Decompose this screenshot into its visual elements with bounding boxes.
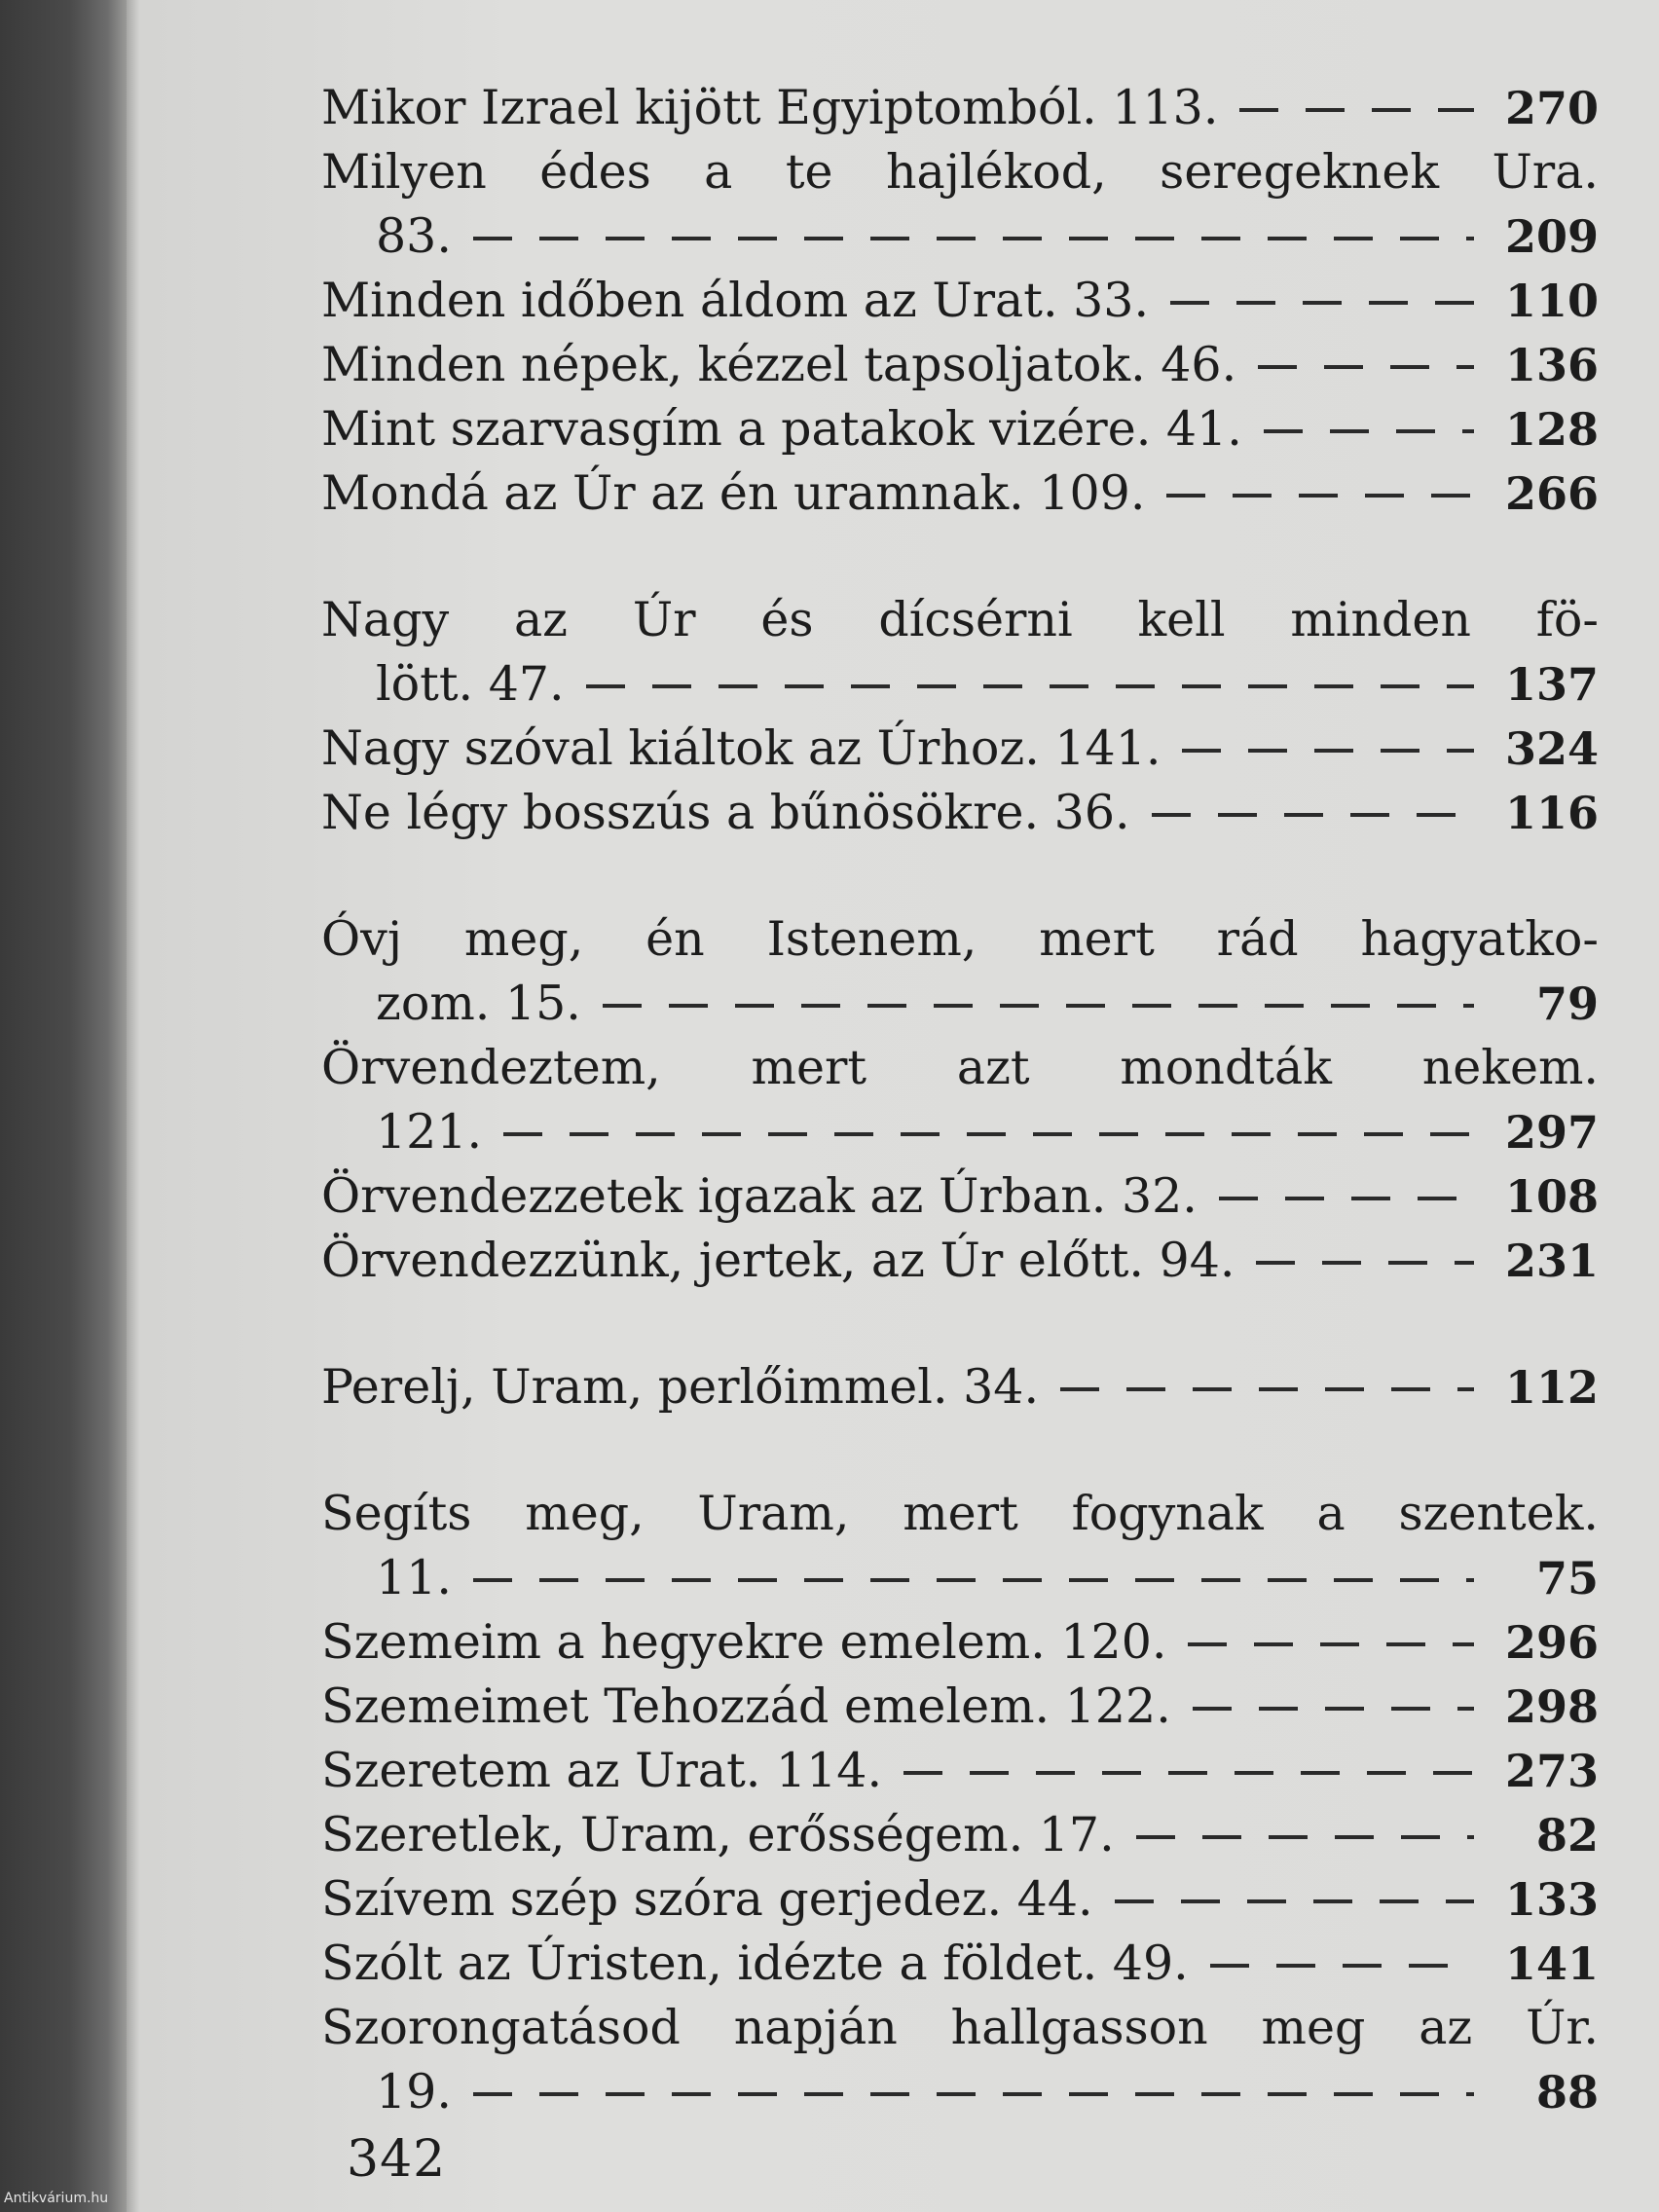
dash-leader	[1166, 494, 1474, 498]
entry-line	[321, 652, 1599, 717]
entry-title: lött. 47.	[376, 656, 565, 712]
index-entry	[321, 1229, 1599, 1293]
dash-leader	[503, 1132, 1474, 1136]
dash-leader	[1256, 1261, 1474, 1265]
entry-title: Nagy az Úr és dícsérni kell minden fö-	[321, 592, 1599, 647]
dash-leader	[473, 1578, 1474, 1582]
entry-line	[321, 269, 1599, 333]
index-entry	[321, 907, 1599, 1036]
entry-page-number: 112	[1504, 1361, 1599, 1414]
index-entry	[321, 1739, 1599, 1803]
entry-title: Mint szarvasgím a patakok vizére. 41.	[321, 401, 1242, 457]
entry-line	[321, 2060, 1599, 2124]
entry-title: Szólt az Úristen, idézte a földet. 49.	[321, 1936, 1189, 1991]
dash-leader	[1210, 1964, 1474, 1968]
entry-line	[321, 1610, 1599, 1675]
entry-line	[321, 717, 1599, 781]
entry-title: 83.	[376, 208, 452, 264]
index-entry	[321, 717, 1599, 781]
entry-page-number: 231	[1504, 1235, 1599, 1287]
entry-line	[321, 1675, 1599, 1739]
dash-leader	[1182, 749, 1474, 753]
index-entry	[321, 1867, 1599, 1932]
index-entry	[321, 1932, 1599, 1996]
entry-page-number: 298	[1504, 1680, 1599, 1733]
entry-title: Nagy szóval kiáltok az Úrhoz. 141.	[321, 720, 1161, 776]
entry-title: Óvj meg, én Istenem, mert rád hagyatko-	[321, 911, 1599, 967]
entry-page-number: 136	[1504, 339, 1599, 391]
dash-leader	[1170, 301, 1474, 305]
entry-line	[321, 781, 1599, 845]
entry-line	[321, 461, 1599, 526]
entry-line	[321, 204, 1599, 269]
entry-title: Örvendeztem, mert azt mondták nekem.	[321, 1040, 1599, 1095]
entry-title: Szorongatásod napján hallgasson meg az Úr.	[321, 2000, 1599, 2055]
entry-line	[321, 1546, 1599, 1610]
entry-title: Perelj, Uram, perlőimmel. 34.	[321, 1359, 1040, 1415]
entry-page-number: 116	[1504, 787, 1599, 839]
index-entry	[321, 1610, 1599, 1675]
entry-line	[321, 76, 1599, 140]
entry-line	[321, 1739, 1599, 1803]
index-entry	[321, 588, 1599, 717]
index-entry	[321, 397, 1599, 461]
index-entry	[321, 781, 1599, 845]
entry-line	[321, 333, 1599, 397]
dash-leader	[1152, 813, 1474, 817]
entry-line-wrapped	[321, 1482, 1599, 1546]
entry-title: zom. 15.	[376, 976, 581, 1031]
index-entry	[321, 140, 1599, 269]
entry-page-number: 79	[1535, 977, 1599, 1030]
entry-page-number: 296	[1504, 1616, 1599, 1669]
index-entry	[321, 1675, 1599, 1739]
entry-page-number: 270	[1504, 82, 1599, 134]
entry-line-wrapped	[321, 907, 1599, 972]
entry-page-number: 75	[1535, 1552, 1599, 1604]
entry-line-wrapped	[321, 588, 1599, 652]
entry-page-number: 209	[1504, 210, 1599, 263]
entry-line	[321, 1100, 1599, 1164]
dash-leader	[1060, 1387, 1474, 1391]
entry-line	[321, 1355, 1599, 1419]
entry-title: Mondá az Úr az én uramnak. 109.	[321, 465, 1146, 521]
psalm-index-list	[321, 76, 1599, 2124]
index-entry	[321, 1803, 1599, 1867]
section-gap	[321, 845, 1599, 907]
entry-line-wrapped	[321, 1996, 1599, 2060]
entry-line	[321, 1164, 1599, 1229]
index-entry	[321, 1355, 1599, 1419]
entry-line	[321, 972, 1599, 1036]
entry-page-number: 141	[1504, 1937, 1599, 1990]
entry-line-wrapped	[321, 1036, 1599, 1100]
entry-page-number: 324	[1504, 722, 1599, 775]
entry-page-number: 137	[1504, 658, 1599, 711]
entry-title: Mikor Izrael kijött Egyiptomból. 113.	[321, 80, 1219, 135]
entry-line-wrapped	[321, 140, 1599, 204]
entry-title: Szeretlek, Uram, erősségem. 17.	[321, 1807, 1115, 1862]
index-entry	[321, 461, 1599, 526]
index-entry	[321, 269, 1599, 333]
entry-title: Milyen édes a te hajlékod, seregeknek Ura.	[321, 144, 1599, 200]
entry-title: Szemeim a hegyekre emelem. 120.	[321, 1614, 1167, 1670]
dash-leader	[1193, 1707, 1474, 1711]
entry-page-number: 108	[1504, 1170, 1599, 1223]
entry-page-number: 128	[1504, 403, 1599, 456]
entry-title: 121.	[376, 1104, 483, 1160]
entry-line	[321, 1867, 1599, 1932]
dash-leader	[603, 1004, 1474, 1008]
index-entry	[321, 1996, 1599, 2124]
entry-title: Minden népek, kézzel tapsoljatok. 46.	[321, 337, 1237, 392]
entry-title: 11.	[376, 1550, 452, 1605]
entry-page-number: 110	[1504, 275, 1599, 327]
index-entry	[321, 1036, 1599, 1164]
dash-leader	[1115, 1899, 1474, 1903]
entry-page-number: 88	[1535, 2066, 1599, 2119]
entry-title: Örvendezzetek igazak az Úrban. 32.	[321, 1168, 1198, 1224]
dash-leader	[1219, 1197, 1474, 1200]
entry-title: Szemeimet Tehozzád emelem. 122.	[321, 1678, 1171, 1734]
entry-title: Szeretem az Urat. 114.	[321, 1743, 883, 1798]
section-gap	[321, 1419, 1599, 1482]
entry-line	[321, 1932, 1599, 1996]
entry-title: 19.	[376, 2064, 452, 2120]
entry-page-number: 82	[1535, 1809, 1599, 1862]
watermark: Antikvárium.hu	[4, 2191, 109, 2206]
section-gap	[321, 1293, 1599, 1355]
dash-leader	[1264, 429, 1474, 433]
index-entry	[321, 333, 1599, 397]
dash-leader	[473, 2092, 1474, 2096]
entry-line	[321, 1803, 1599, 1867]
index-entry	[321, 1164, 1599, 1229]
dash-leader	[586, 684, 1474, 688]
section-gap	[321, 526, 1599, 588]
entry-page-number: 297	[1504, 1106, 1599, 1159]
entry-title: Segíts meg, Uram, mert fogynak a szentek.	[321, 1486, 1599, 1541]
index-entry	[321, 76, 1599, 140]
page-number: 342	[347, 2130, 447, 2189]
index-entry	[321, 1482, 1599, 1610]
entry-title: Ne légy bosszús a bűnösökre. 36.	[321, 785, 1130, 840]
entry-title: Örvendezzünk, jertek, az Úr előtt. 94.	[321, 1233, 1235, 1288]
dash-leader	[1239, 108, 1474, 112]
dash-leader	[1136, 1835, 1474, 1839]
entry-page-number: 273	[1504, 1745, 1599, 1797]
book-spine-shadow	[0, 0, 127, 2212]
entry-page-number: 266	[1504, 467, 1599, 520]
dash-leader	[1188, 1642, 1474, 1646]
entry-title: Minden időben áldom az Urat. 33.	[321, 273, 1150, 328]
dash-leader	[1258, 365, 1474, 369]
dash-leader	[903, 1771, 1474, 1775]
entry-page-number: 133	[1504, 1873, 1599, 1926]
entry-title: Szívem szép szóra gerjedez. 44.	[321, 1871, 1093, 1927]
entry-line	[321, 397, 1599, 461]
page-gutter	[127, 0, 140, 2212]
entry-line	[321, 1229, 1599, 1293]
dash-leader	[473, 237, 1474, 240]
